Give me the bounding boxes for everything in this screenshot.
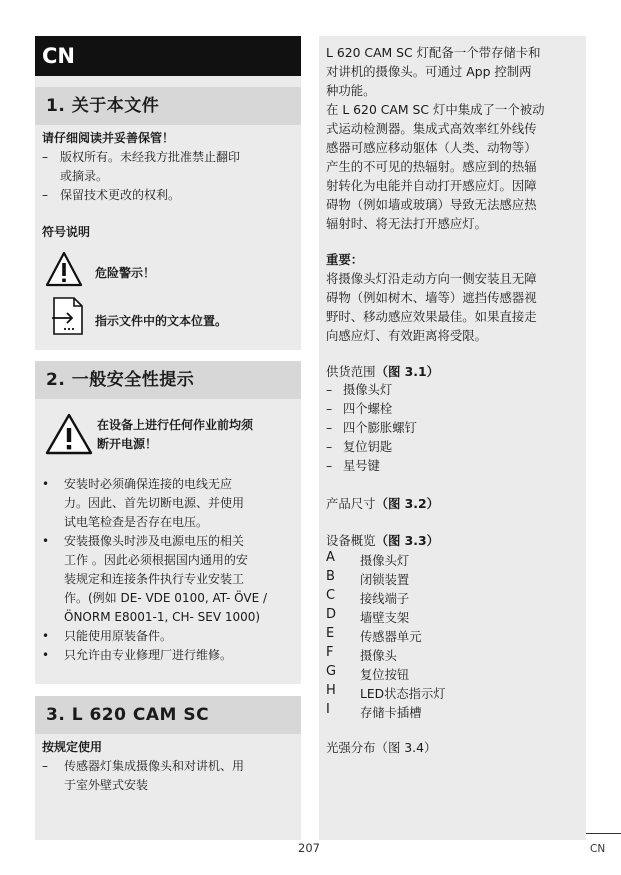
- overview-key: I: [326, 702, 330, 717]
- s2-bullet-text: 工作 。因此必须根据国内通用的安: [64, 553, 248, 567]
- bullet: •: [42, 477, 50, 491]
- right-intro-line: 感器可感应移动躯体（人类、动物等）: [326, 140, 537, 155]
- overview-key: H: [326, 683, 336, 698]
- scope-item: 四个螺栓: [343, 402, 393, 416]
- overview-key: B: [326, 569, 335, 584]
- overview-figure-ref: （图 3.3）: [375, 533, 439, 548]
- overview-item: 传感器单元: [360, 630, 422, 644]
- dash: –: [326, 459, 333, 473]
- section-1-title: 1. 关于本文件: [35, 87, 301, 125]
- overview-item: 摄像头灯: [360, 554, 410, 568]
- section-3-title: 3. L 620 CAM SC: [35, 696, 301, 734]
- scope-item: 摄像头灯: [343, 383, 393, 397]
- s1-item: 版权所有。未经我方批准禁止翻印: [60, 150, 241, 164]
- right-intro-line: 碍物（例如墙或玻璃）导致无法感应热: [326, 197, 537, 212]
- overview-item: 存储卡插槽: [360, 706, 422, 720]
- right-intro-line: 在 L 620 CAM SC 灯中集成了一个被动: [326, 102, 545, 117]
- overview-key: F: [326, 645, 334, 660]
- dimensions-title: 产品尺寸: [326, 496, 376, 511]
- important-line: 碍物（例如树木、墙等）遮挡传感器视: [326, 290, 537, 305]
- bullet: •: [42, 534, 50, 548]
- s2-warning-line: 断开电源！: [97, 437, 158, 451]
- s2-bullet-text: 试电笔检查是否存在电压。: [64, 515, 209, 529]
- right-intro-line: 种功能。: [326, 83, 376, 98]
- right-intro-line: 产生的不可见的热辐射。感应到的热辐: [326, 159, 537, 174]
- overview-key: E: [326, 626, 335, 641]
- important-line: 将摄像头灯沿走动方向一侧安装且无障: [326, 271, 537, 286]
- right-intro-line: 射转化为电能并自动打开感应灯。因障: [326, 178, 537, 193]
- dash: –: [42, 759, 48, 773]
- overview-heading: [326, 531, 581, 550]
- scope-item: 复位钥匙: [343, 440, 393, 454]
- s2-bullet-text: 力。因此、首先切断电源、并使用: [64, 496, 245, 510]
- overview-key: A: [326, 550, 335, 565]
- s2-bullet-text: ÖNORM E8001-1, CH- SEV 1000): [64, 610, 261, 624]
- overview-key: D: [326, 607, 337, 622]
- s3-text: 于室外壁式安装: [64, 778, 149, 792]
- right-intro-line: L 620 CAM SC 灯配备一个带存储卡和: [326, 45, 541, 60]
- s1-item: 保留技术更改的权利。: [60, 188, 181, 202]
- important-line: 向感应灯、有效距离将受限。: [326, 328, 488, 343]
- dash: –: [326, 402, 333, 416]
- overview-item: 接线端子: [360, 592, 410, 606]
- s2-bullet-text: 只允许由专业修理厂进行维修。: [64, 648, 233, 662]
- scope-item: 四个膨胀螺钉: [343, 421, 417, 435]
- s2-bullet-text: 安装时必须确保连接的电线无应: [64, 477, 233, 491]
- document-reference-icon: [52, 296, 84, 336]
- s2-bullet-text: 作。(例如 DE- VDE 0100, AT- ÖVE /: [64, 591, 268, 605]
- bullet: •: [42, 648, 50, 662]
- dash: –: [326, 421, 333, 435]
- warning-label: 危险警示！: [95, 266, 156, 280]
- s3-text: 传感器灯集成摄像头和对讲机、用: [64, 759, 245, 773]
- warning-triangle-icon: [45, 413, 93, 455]
- dash: –: [326, 383, 333, 397]
- overview-key: C: [326, 588, 336, 603]
- dash: –: [42, 150, 48, 164]
- right-intro-line: 辐射时、将无法打开感应灯。: [326, 216, 488, 231]
- s3-heading: 按规定使用: [42, 740, 103, 754]
- scope-title: 供货范围: [326, 364, 376, 379]
- dimensions-heading: [326, 494, 581, 513]
- symbols-heading: 符号说明: [42, 225, 91, 239]
- overview-item: 复位按钮: [360, 668, 410, 682]
- section-2-title: 2. 一般安全性提示: [35, 361, 301, 399]
- overview-item: 闭锁装置: [360, 573, 410, 587]
- scope-figure-ref: （图 3.1）: [375, 364, 439, 379]
- language-header: CN: [35, 36, 301, 76]
- column-gap: [35, 350, 301, 361]
- s1-item: 或摘录。: [60, 169, 109, 183]
- dimensions-figure-ref: （图 3.2）: [375, 496, 439, 511]
- warning-triangle-icon: [45, 251, 83, 287]
- s2-bullet-text: 装规定和连接条件执行专业安装工: [64, 572, 245, 586]
- right-intro-line: 式运动检测器。集成式高效率红外线传: [326, 121, 537, 136]
- page-number: 207: [298, 841, 320, 855]
- s2-bullet-text: 安装摄像头时涉及电源电压的相关: [64, 534, 245, 548]
- important-heading: 重要：: [326, 252, 364, 267]
- right-intro-line: 对讲机的摄像头。可通过 App 控制两: [326, 64, 532, 79]
- bullet: •: [42, 629, 50, 643]
- overview-item: 摄像头: [360, 649, 397, 663]
- dash: –: [326, 440, 333, 454]
- doc-label: 指示文件中的文本位置。: [95, 314, 228, 328]
- footer-rule: [586, 833, 621, 834]
- important-line: 野时、移动感应效果最佳。如果直接走: [326, 309, 537, 324]
- s2-bullet-text: 只能使用原装备件。: [64, 629, 173, 643]
- column-gap: [35, 684, 301, 696]
- overview-title: 设备概览: [326, 533, 376, 548]
- scope-item: 星号键: [343, 459, 380, 473]
- overview-item: 墙壁支架: [360, 611, 410, 625]
- scope-heading: [326, 362, 581, 381]
- overview-key: G: [326, 664, 337, 679]
- dash: –: [42, 188, 48, 202]
- footer-language: CN: [590, 843, 606, 855]
- light-distribution-heading: 光强分布（图 3.4）: [326, 740, 437, 755]
- s1-heading: 请仔细阅读并妥善保管！: [42, 131, 175, 145]
- s2-warning-line: 在设备上进行任何作业前均须: [97, 418, 254, 432]
- overview-item: LED状态指示灯: [360, 687, 446, 701]
